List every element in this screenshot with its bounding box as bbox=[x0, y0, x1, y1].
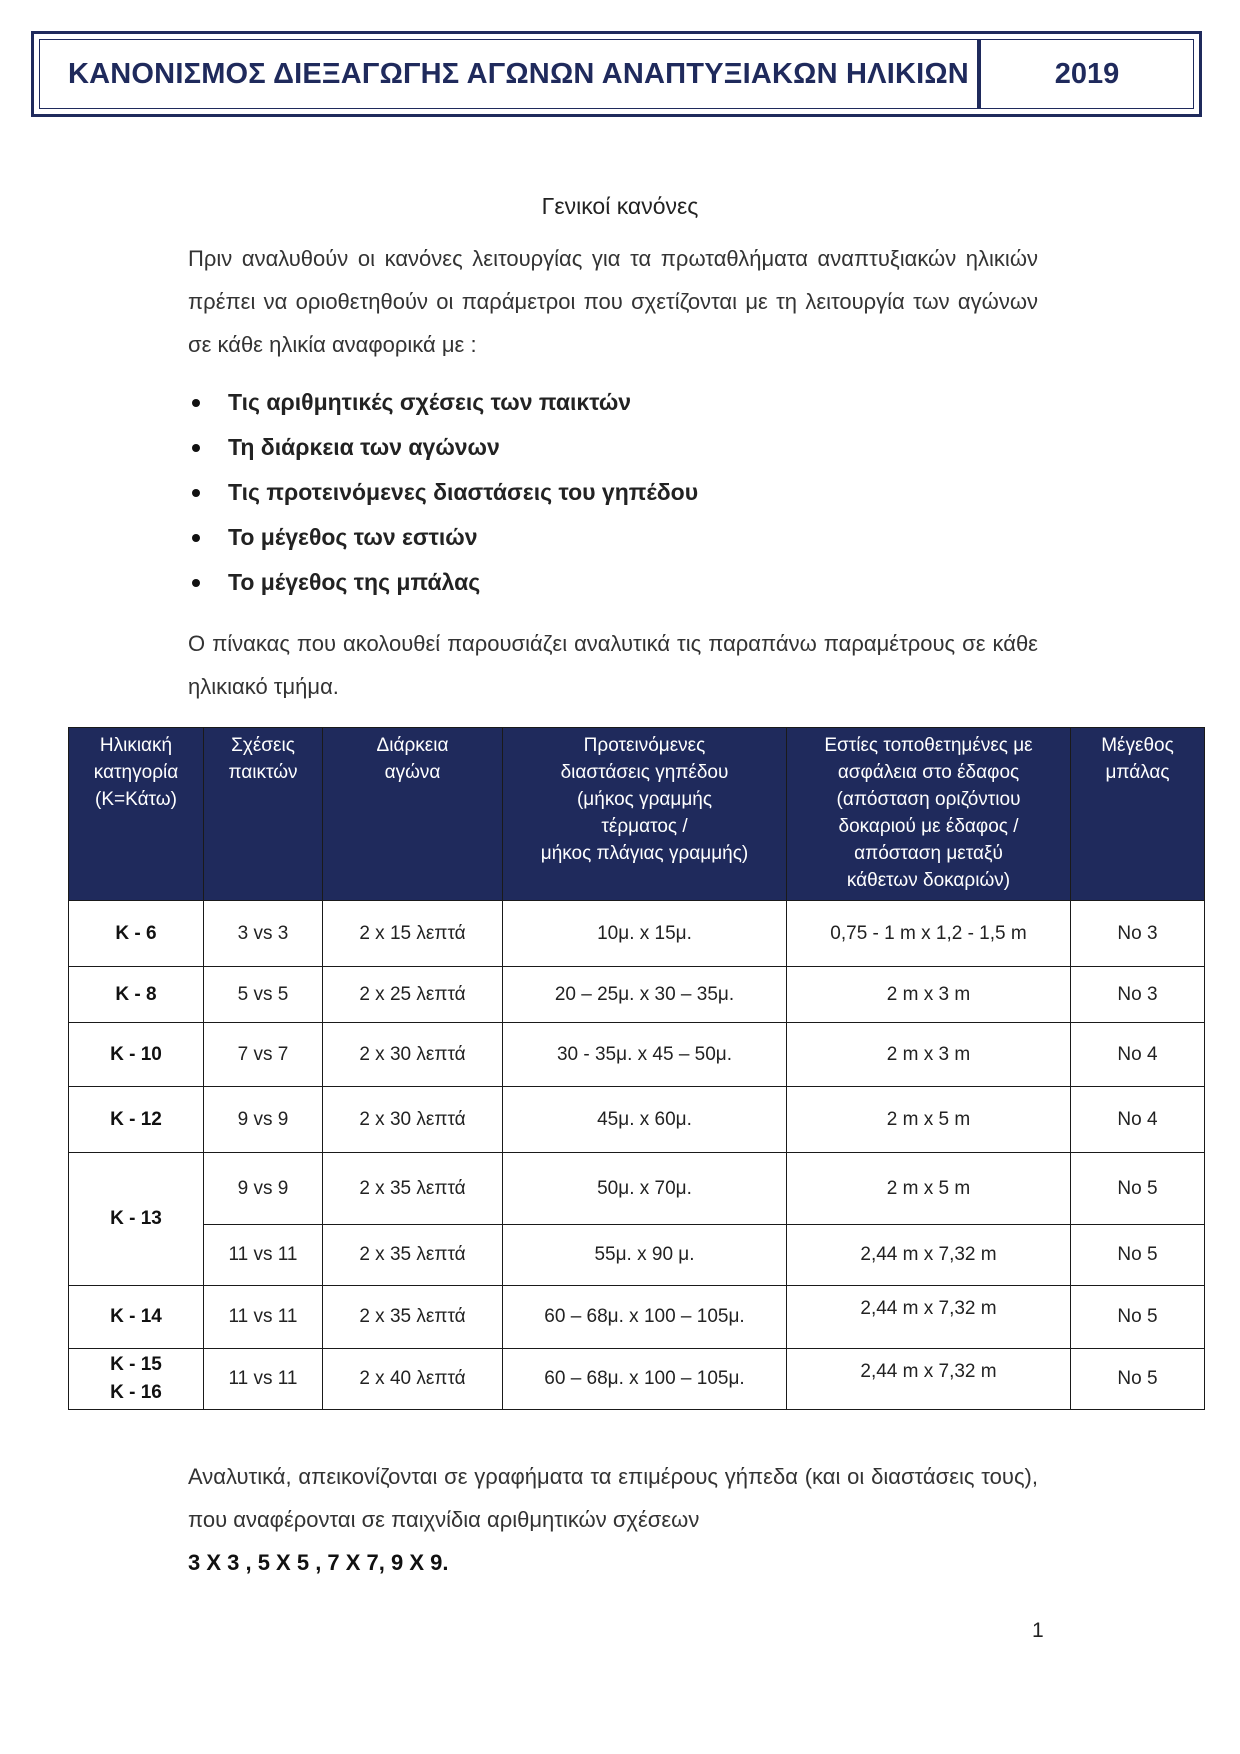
outro-ratios: 3 Χ 3 , 5 Χ 5 , 7 Χ 7, 9 Χ 9. bbox=[188, 1550, 449, 1575]
duration-cell: 2 x 35 λεπτά bbox=[323, 1225, 503, 1286]
table-row bbox=[69, 967, 1205, 1023]
ball-cell: No 4 bbox=[1071, 1087, 1205, 1153]
pitch-cell: 10μ. x 15μ. bbox=[503, 901, 787, 967]
list-item bbox=[188, 470, 698, 515]
players-cell: 9 vs 9 bbox=[204, 1153, 323, 1225]
pitch-cell: 45μ. x 60μ. bbox=[503, 1087, 787, 1153]
players-cell: 9 vs 9 bbox=[204, 1087, 323, 1153]
list-item-text: Το μέγεθος της μπάλας bbox=[228, 569, 481, 595]
table-row bbox=[69, 1153, 1205, 1225]
document-header bbox=[31, 31, 1202, 117]
goals-cell: 2,44 m x 7,32 m bbox=[787, 1225, 1071, 1286]
goals-cell: 2 m x 5 m bbox=[787, 1087, 1071, 1153]
duration-cell: 2 x 15 λεπτά bbox=[323, 901, 503, 967]
bullet-icon bbox=[192, 444, 200, 452]
table-row bbox=[69, 1225, 1205, 1286]
players-cell: 5 vs 5 bbox=[204, 967, 323, 1023]
ball-cell: No 5 bbox=[1071, 1225, 1205, 1286]
category-cell: Κ - 10 bbox=[69, 1023, 204, 1087]
age-categories-table bbox=[68, 727, 1205, 1410]
category-cell: Κ - 6 bbox=[69, 901, 204, 967]
document-title: ΚΑΝΟΝΙΣΜΟΣ ΔΙΕΞΑΓΩΓΗΣ ΑΓΩΝΩΝ ΑΝΑΠΤΥΞΙΑΚΩΝ ΗΛΙΚΙΩΝ bbox=[68, 57, 969, 90]
header-player-ratio: Σχέσεις παικτών bbox=[204, 728, 323, 901]
category-cell: Κ - 14 bbox=[69, 1286, 204, 1349]
outro-paragraph bbox=[188, 1455, 1038, 1584]
category-line: Κ - 16 bbox=[110, 1382, 162, 1403]
table-row bbox=[69, 1023, 1205, 1087]
pitch-cell: 30 - 35μ. x 45 – 50μ. bbox=[503, 1023, 787, 1087]
duration-cell: 2 x 40 λεπτά bbox=[323, 1349, 503, 1410]
duration-cell: 2 x 30 λεπτά bbox=[323, 1087, 503, 1153]
header-match-duration: Διάρκεια αγώνα bbox=[323, 728, 503, 901]
list-item-text: Τη διάρκεια των αγώνων bbox=[228, 434, 500, 460]
table-row bbox=[69, 1087, 1205, 1153]
bullet-icon bbox=[192, 579, 200, 587]
duration-cell: 2 x 30 λεπτά bbox=[323, 1023, 503, 1087]
duration-cell: 2 x 25 λεπτά bbox=[323, 967, 503, 1023]
players-cell: 11 vs 11 bbox=[204, 1286, 323, 1349]
header-age-category: Ηλικιακή κατηγορία (Κ=Κάτω) bbox=[69, 728, 204, 901]
header-pitch-dimensions: Προτεινόμενες διαστάσεις γηπέδου (μήκος γραμμής τέρματος / μήκος πλάγιας γραμμής) bbox=[503, 728, 787, 901]
bullet-icon bbox=[192, 399, 200, 407]
duration-cell: 2 x 35 λεπτά bbox=[323, 1286, 503, 1349]
list-item-text: Τις προτεινόμενες διαστάσεις του γηπέδου bbox=[228, 479, 699, 505]
ball-cell: No 4 bbox=[1071, 1023, 1205, 1087]
table-header-row bbox=[69, 728, 1205, 901]
players-cell: 7 vs 7 bbox=[204, 1023, 323, 1087]
list-item bbox=[188, 515, 698, 560]
table-row bbox=[69, 1286, 1205, 1349]
category-cell: Κ - 12 bbox=[69, 1087, 204, 1153]
category-cell: Κ - 13 bbox=[69, 1153, 204, 1286]
goals-cell: 2,44 m x 7,32 m bbox=[787, 1349, 1071, 1410]
bullet-icon bbox=[192, 489, 200, 497]
pitch-cell: 20 – 25μ. x 30 – 35μ. bbox=[503, 967, 787, 1023]
document-year: 2019 bbox=[977, 40, 1193, 108]
header-frame bbox=[39, 39, 1194, 109]
intro-paragraph: Πριν αναλυθούν οι κανόνες λειτουργίας για τα πρωταθλήματα αναπτυξιακών ηλικιών πρέπει να οριοθετηθούν οι παράμετροι που σχετίζονται με τη λειτουργία των αγώνων σε κάθε ηλικία αναφορικά με : bbox=[188, 246, 1038, 357]
header-ball-size: Μέγεθος μπάλας bbox=[1071, 728, 1205, 901]
category-line: Κ - 15 bbox=[110, 1354, 162, 1375]
list-item bbox=[188, 425, 698, 470]
goals-cell: 0,75 - 1 m x 1,2 - 1,5 m bbox=[787, 901, 1071, 967]
goals-cell: 2 m x 3 m bbox=[787, 1023, 1071, 1087]
table-row bbox=[69, 901, 1205, 967]
list-item-text: Το μέγεθος των εστιών bbox=[228, 524, 478, 550]
goals-cell: 2 m x 5 m bbox=[787, 1153, 1071, 1225]
category-cell bbox=[69, 1349, 204, 1410]
bullet-icon bbox=[192, 534, 200, 542]
page-number: 1 bbox=[1032, 1619, 1044, 1642]
parameters-list bbox=[188, 380, 698, 605]
table-row bbox=[69, 1349, 1205, 1410]
ball-cell: No 3 bbox=[1071, 967, 1205, 1023]
list-item bbox=[188, 560, 698, 605]
players-cell: 11 vs 11 bbox=[204, 1349, 323, 1410]
list-item bbox=[188, 380, 698, 425]
duration-cell: 2 x 35 λεπτά bbox=[323, 1153, 503, 1225]
pitch-cell: 55μ. x 90 μ. bbox=[503, 1225, 787, 1286]
ball-cell: No 5 bbox=[1071, 1286, 1205, 1349]
table-intro-paragraph: Ο πίνακας που ακολουθεί παρουσιάζει αναλυτικά τις παραπάνω παραμέτρους σε κάθε ηλικιακό τμήμα. bbox=[188, 631, 1038, 699]
header-goal-size: Εστίες τοποθετημένες με ασφάλεια στο έδαφος (απόσταση οριζόντιου δοκαριού με έδαφος / απόσταση μεταξύ κάθετων δοκαριών) bbox=[787, 728, 1071, 901]
pitch-cell: 60 – 68μ. x 100 – 105μ. bbox=[503, 1349, 787, 1410]
pitch-cell: 60 – 68μ. x 100 – 105μ. bbox=[503, 1286, 787, 1349]
players-cell: 11 vs 11 bbox=[204, 1225, 323, 1286]
pitch-cell: 50μ. x 70μ. bbox=[503, 1153, 787, 1225]
category-cell: Κ - 8 bbox=[69, 967, 204, 1023]
goals-cell: 2 m x 3 m bbox=[787, 967, 1071, 1023]
outro-text: Αναλυτικά, απεικονίζονται σε γραφήματα τα επιμέρους γήπεδα (και οι διαστάσεις τους), που αναφέρονται σε παιχνίδια αριθμητικών σχέσεων bbox=[188, 1464, 1038, 1532]
players-cell: 3 vs 3 bbox=[204, 901, 323, 967]
goals-cell: 2,44 m x 7,32 m bbox=[787, 1286, 1071, 1349]
list-item-text: Τις αριθμητικές σχέσεις των παικτών bbox=[228, 389, 632, 415]
section-title: Γενικοί κανόνες bbox=[541, 193, 699, 219]
ball-cell: No 5 bbox=[1071, 1153, 1205, 1225]
ball-cell: No 5 bbox=[1071, 1349, 1205, 1410]
ball-cell: No 3 bbox=[1071, 901, 1205, 967]
